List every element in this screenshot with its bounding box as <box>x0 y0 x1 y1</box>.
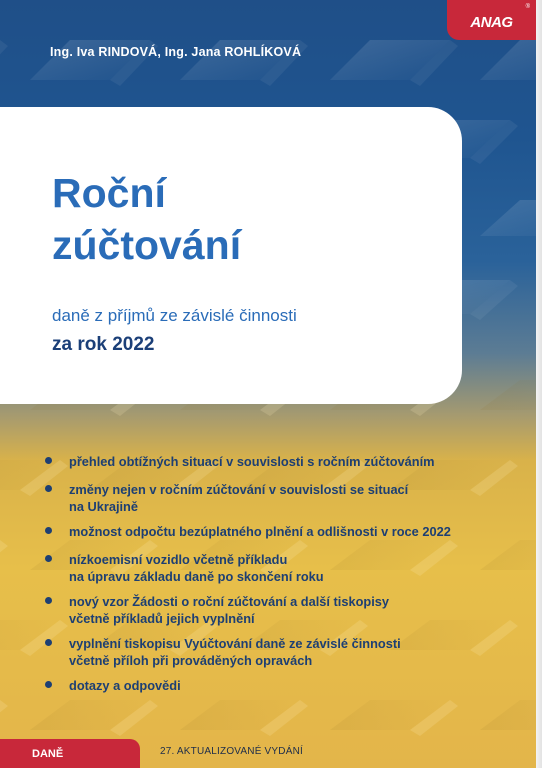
edition-label: 27. AKTUALIZOVANÉ VYDÁNÍ <box>160 746 303 757</box>
book-title <box>52 167 241 271</box>
category-tag <box>0 739 140 768</box>
bullet-icon <box>45 485 52 492</box>
registered-mark: ® <box>525 4 530 10</box>
feature-line: dotazy a odpovědi <box>69 678 181 693</box>
bullet-icon <box>45 555 52 562</box>
feature-line: možnost odpočtu bezúplatného plnění a odlišnosti v roce 2022 <box>69 524 451 539</box>
feature-line: na úpravu základu daně po skončení roku <box>69 569 324 584</box>
publisher-logo-text: ANAG <box>470 13 513 31</box>
year-label: za rok 2022 <box>52 334 155 355</box>
publisher-logo <box>447 0 536 40</box>
page-edge <box>536 0 542 768</box>
feature-line: změny nejen v ročním zúčtování v souvislosti se situací <box>69 482 409 497</box>
bullet-icon <box>45 639 52 646</box>
bullet-icon <box>45 527 52 534</box>
bullet-icon <box>45 681 52 688</box>
decor-stripe-edge <box>0 700 8 736</box>
decor-stripe <box>480 380 536 410</box>
title-line-1: Roční <box>52 170 166 216</box>
decor-stripe <box>480 40 536 80</box>
feature-line: včetně příkladů jejich vyplnění <box>69 611 255 626</box>
decor-stripe <box>480 700 536 730</box>
feature-line: nízkoemisní vozidlo včetně příkladu <box>69 552 288 567</box>
feature-line: přehled obtížných situací v souvislosti s ročním zúčtováním <box>69 454 435 469</box>
feature-line: na Ukrajině <box>69 499 138 514</box>
decor-stripe <box>480 200 536 236</box>
feature-line: včetně příloh při prováděných opravách <box>69 653 313 668</box>
authors: Ing. Iva RINDOVÁ, Ing. Jana ROHLÍKOVÁ <box>50 45 302 59</box>
decor-stripe-edge <box>0 540 8 576</box>
category-label: DANĚ <box>32 747 64 760</box>
feature-line: nový vzor Žádosti o roční zúčtování a další tiskopisy <box>69 594 389 609</box>
subtitle: daně z příjmů ze závislé činnosti <box>52 306 297 325</box>
bullet-icon <box>45 597 52 604</box>
bullet-icon <box>45 457 52 464</box>
title-line-2: zúčtování <box>52 222 242 268</box>
decor-stripe-edge <box>0 40 8 86</box>
feature-line: vyplnění tiskopisu Vyúčtování daně ze závislé činnosti <box>69 636 401 651</box>
